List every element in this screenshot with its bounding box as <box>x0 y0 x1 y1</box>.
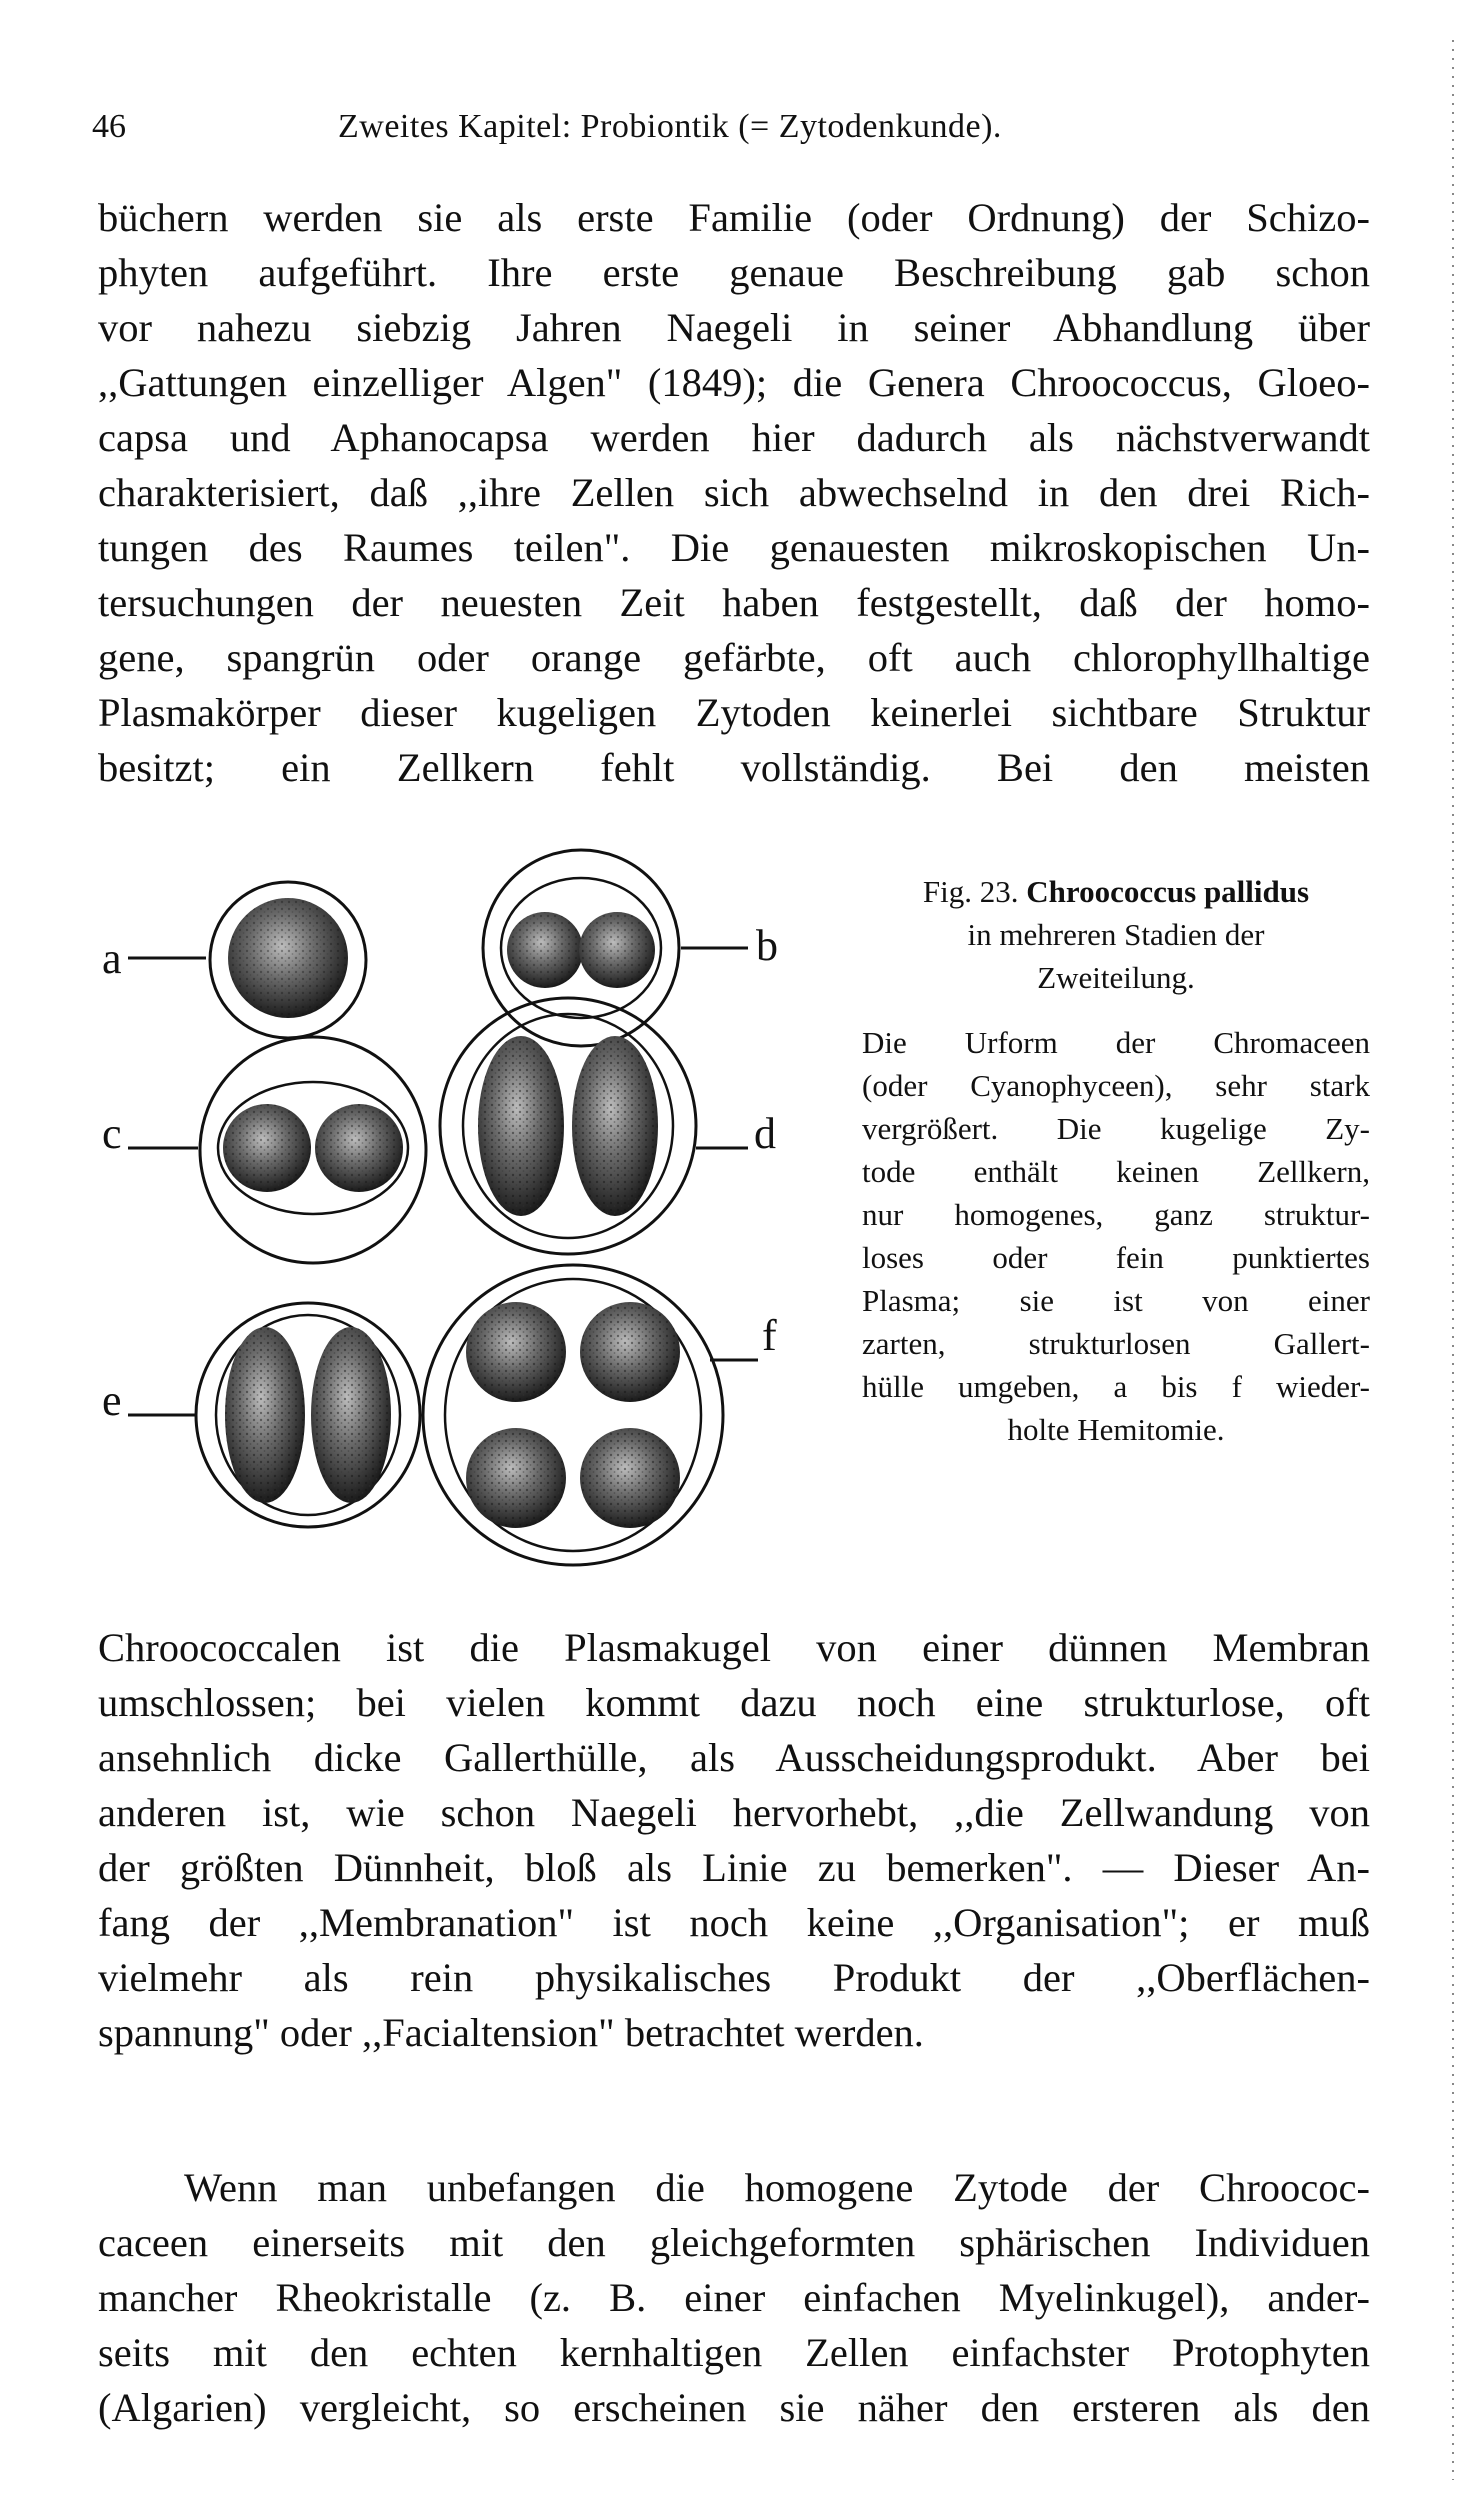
text-line: vielmehr als rein physikalisches Produkt der ,,Oberflächen- <box>98 1955 1370 2000</box>
text-line: seits mit den echten kernhaltigen Zellen einfachster Protophyten <box>98 2330 1370 2375</box>
stage-c <box>102 1037 426 1263</box>
stage-a <box>102 882 366 1038</box>
caption-line: nur homogenes, ganz struktur- <box>862 1197 1370 1232</box>
figure-illustration <box>98 830 838 1610</box>
text-line: Chroococcalen ist die Plasmakugel von einer dünnen Membran <box>98 1625 1370 1670</box>
label-f: f <box>762 1311 777 1360</box>
text-line: der größten Dünnheit, bloß als Linie zu bemerken". — Dieser An- <box>98 1845 1370 1890</box>
paragraph-top <box>98 190 1370 795</box>
label-e: e <box>102 1376 122 1425</box>
stage-e <box>102 1303 420 1527</box>
stage-b <box>483 850 778 1046</box>
caption-line: tode enthält keinen Zellkern, <box>862 1154 1370 1189</box>
caption-line: hülle umgeben, a bis f wieder- <box>862 1369 1370 1404</box>
text-line: capsa und Aphanocapsa werden hier dadurch als nächstverwandt <box>98 415 1370 460</box>
text-line: tungen des Raumes teilen". Die genauesten mikroskopischen Un- <box>98 525 1370 570</box>
text-line: mancher Rheokristalle (z. B. einer einfachen Myelinkugel), ander- <box>98 2275 1370 2320</box>
scan-edge-marks <box>1452 40 1454 2480</box>
stage-d <box>440 998 776 1254</box>
paragraph-bottom <box>98 2160 1370 2435</box>
text-line: besitzt; ein Zellkern fehlt vollständig. Bei den meisten <box>98 745 1370 790</box>
label-b: b <box>756 921 778 970</box>
label-a: a <box>102 934 122 983</box>
caption-fig-number: Fig. 23. <box>922 874 1019 909</box>
paragraph-middle <box>98 1620 1370 2060</box>
text-line: gene, spangrün oder orange gefärbte, oft auch chlorophyllhaltige <box>98 635 1370 680</box>
text-line: spannung" oder ,,Facialtension" betrachtet werden. <box>98 2010 924 2055</box>
caption-line: in mehreren Stadien der <box>967 917 1265 952</box>
caption-line: vergrößert. Die kugelige Zy- <box>862 1111 1370 1146</box>
caption-title-line <box>862 870 1370 913</box>
caption-line: Die Urform der Chromaceen <box>862 1025 1370 1060</box>
text-line: Wenn man unbefangen die homogene Zytode der Chroococ- <box>184 2165 1370 2210</box>
figure-chroococcus <box>98 830 838 1610</box>
stage-f <box>423 1265 777 1565</box>
text-line: ansehnlich dicke Gallerthülle, als Ausscheidungsprodukt. Aber bei <box>98 1735 1370 1780</box>
page-number: 46 <box>92 108 126 145</box>
caption-title: Chroococcus pallidus <box>1026 874 1310 909</box>
caption-line: zarten, strukturlosen Gallert- <box>862 1326 1370 1361</box>
text-line: Plasmakörper dieser kugeligen Zytoden keinerlei sichtbare Struktur <box>98 690 1370 735</box>
text-line: vor nahezu siebzig Jahren Naegeli in seiner Abhandlung über <box>98 305 1370 350</box>
caption-line: loses oder fein punktiertes <box>862 1240 1370 1275</box>
text-line: anderen ist, wie schon Naegeli hervorhebt, ,,die Zellwandung von <box>98 1790 1370 1835</box>
figure-caption <box>862 870 1370 1451</box>
text-line: ,,Gattungen einzelliger Algen" (1849); die Genera Chroococcus, Gloeo- <box>98 360 1370 405</box>
caption-line: holte Hemitomie. <box>1007 1412 1225 1447</box>
label-d: d <box>754 1109 776 1158</box>
label-c: c <box>102 1109 122 1158</box>
text-line: charakterisiert, daß ,,ihre Zellen sich abwechselnd in den drei Rich- <box>98 470 1370 515</box>
caption-line: Zweiteilung. <box>1037 960 1195 995</box>
caption-line: (oder Cyanophyceen), sehr stark <box>862 1068 1370 1103</box>
text-line: (Algarien) vergleicht, so erscheinen sie näher den ersteren als den <box>98 2385 1370 2430</box>
text-line: phyten aufgeführt. Ihre erste genaue Beschreibung gab schon <box>98 250 1370 295</box>
text-line: umschlossen; bei vielen kommt dazu noch eine strukturlose, oft <box>98 1680 1370 1725</box>
text-line: caceen einerseits mit den gleichgeformten sphärischen Individuen <box>98 2220 1370 2265</box>
text-line: fang der ,,Membranation" ist noch keine ,,Organisation"; er muß <box>98 1900 1370 1945</box>
text-line: büchern werden sie als erste Familie (oder Ordnung) der Schizo- <box>98 195 1370 240</box>
caption-line: Plasma; sie ist von einer <box>862 1283 1370 1318</box>
running-title: Zweites Kapitel: Probiontik (= Zytodenkunde). <box>338 108 1002 145</box>
text-line: tersuchungen der neuesten Zeit haben festgestellt, daß der homo- <box>98 580 1370 625</box>
